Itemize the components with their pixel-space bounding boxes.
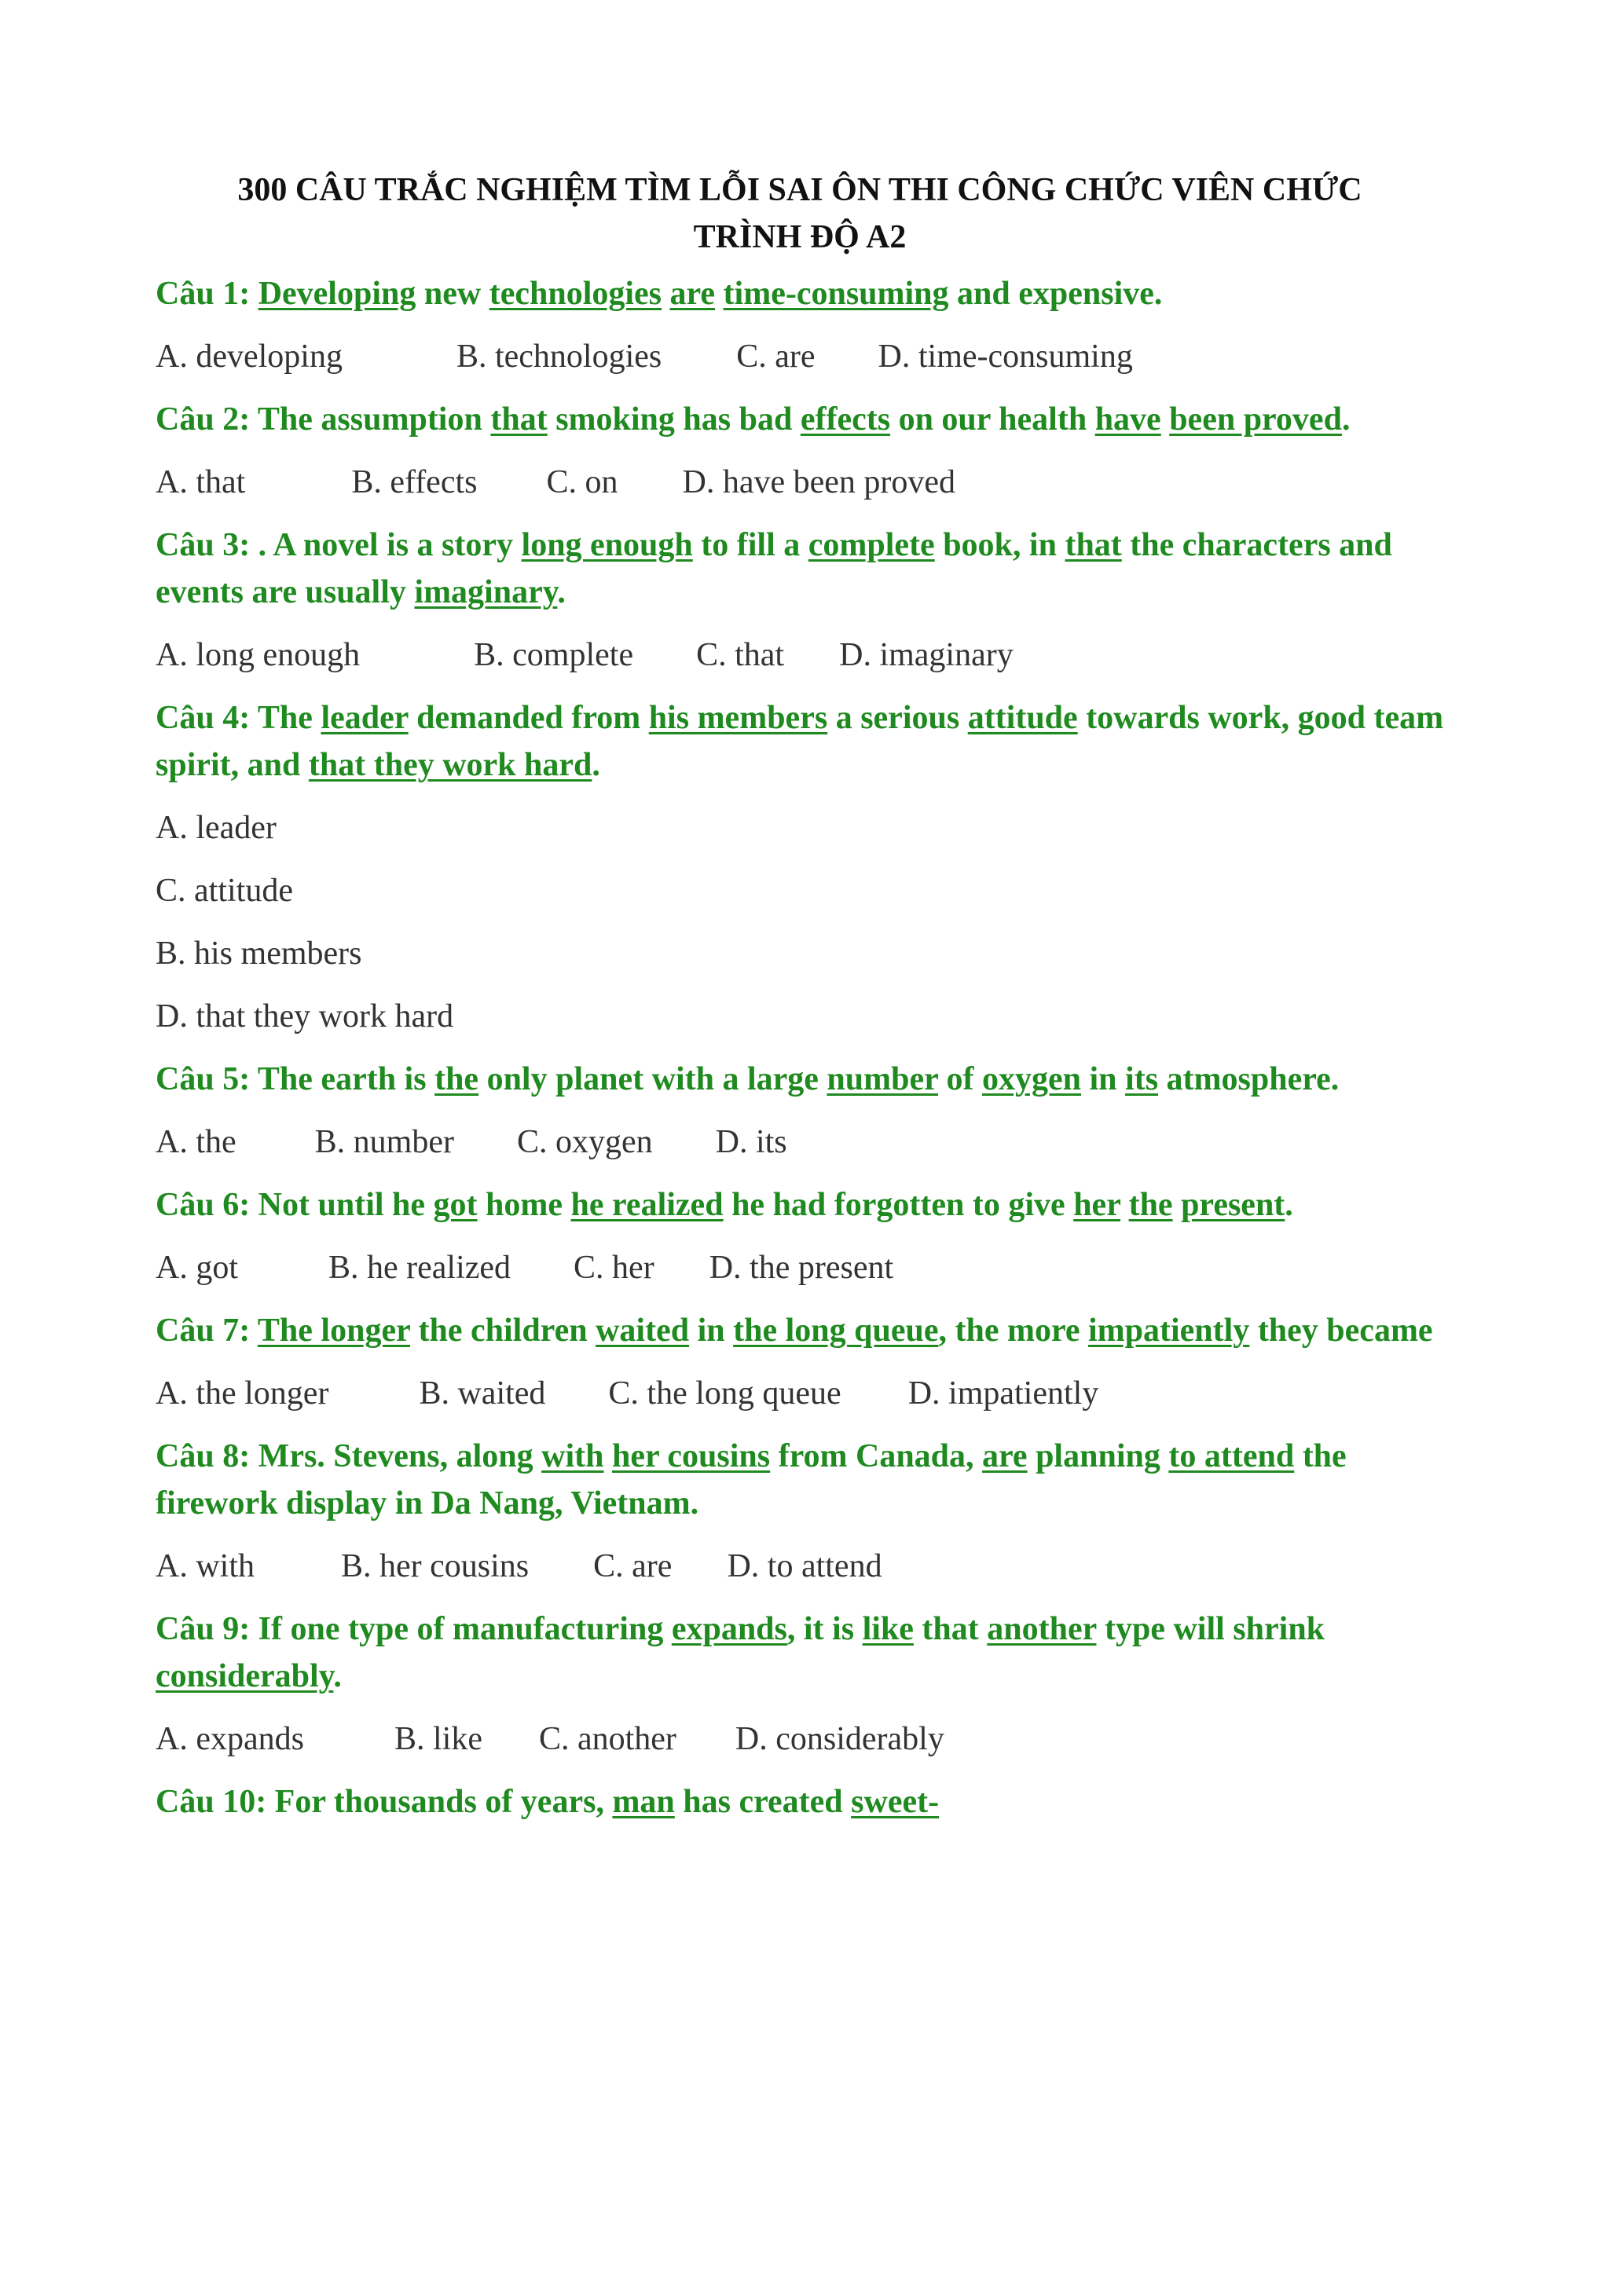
question-text-segment: smoking has bad [547,401,801,438]
option-a: A. got [156,1250,238,1286]
question-text-segment [662,276,670,312]
question-7 [156,1307,1444,1354]
question-text-segment [1173,1187,1182,1223]
underlined-segment: effects [800,401,891,438]
underlined-segment: are [669,276,716,312]
question-text-segment: home [477,1187,571,1223]
question-text-segment [1161,401,1170,438]
question-text-segment: Câu 6: Not until he [156,1187,434,1223]
option-a: A. the longer [156,1375,329,1412]
question-text-segment: Câu 8: Mrs. Stevens, along [156,1438,542,1474]
option-c: C. another [538,1721,676,1757]
question-text-segment: Câu 3: . A novel is a story [156,527,522,563]
underlined-segment: her [1073,1187,1121,1223]
question-text-segment [604,1438,613,1474]
option-c: C. are [736,339,816,375]
option-c: C. on [546,464,618,500]
underlined-segment: complete [808,527,935,563]
question-text-segment: Câu 9: If one type of manufacturing [156,1611,672,1647]
underlined-segment: got [433,1187,478,1223]
underlined-segment: that [1065,527,1122,563]
option-d: D. that they work hard [156,998,454,1034]
question-text-segment: . [333,1658,342,1694]
option-a: A. that [156,464,246,500]
question-text-segment: the children [410,1313,596,1349]
option-b: B. complete [474,637,634,673]
question-text-segment: on our health [890,401,1095,438]
option-c: C. her [574,1250,654,1286]
underlined-segment: been proved [1169,401,1342,438]
question-text-segment: planning [1027,1438,1169,1474]
question-text-segment [1120,1187,1129,1223]
question-text-segment: towards work, good team spirit, and [156,700,1444,783]
question-text-segment: they became [1249,1313,1433,1349]
option-a: A. long enough [156,637,361,673]
option-b: B. number [314,1124,454,1160]
question-8 [156,1433,1444,1527]
question-list [156,270,1444,1825]
option-b: B. her cousins [341,1548,530,1584]
question-text-segment: in [1081,1061,1126,1097]
question-text-segment: atmosphere. [1158,1061,1340,1097]
options-5 [156,1119,1444,1166]
question-6 [156,1181,1444,1229]
question-5 [156,1056,1444,1103]
option-d: D. its [715,1124,787,1160]
question-4 [156,694,1444,789]
option-a: A. developing [156,339,343,375]
underlined-segment: are [982,1438,1028,1474]
underlined-segment: his members [648,700,828,736]
underlined-segment: that they work hard [308,747,592,783]
option-d: D. imaginary [839,637,1014,673]
options-9 [156,1716,1444,1763]
underlined-segment: technologies [489,276,662,312]
option-d: D. have been proved [682,464,956,500]
option-a: A. leader [156,810,277,846]
underlined-segment: expands [671,1611,787,1647]
option-b: B. technologies [456,339,662,375]
question-text-segment: Câu 5: The earth is [156,1061,435,1097]
underlined-segment: sweet- [851,1784,940,1820]
underlined-segment: attitude [967,700,1078,736]
question-text-segment: only planet with a large [478,1061,827,1097]
option-d: D. time-consuming [878,339,1133,375]
question-text-segment: from Canada, [770,1438,983,1474]
option-b: B. like [394,1721,482,1757]
question-text-segment: that [913,1611,988,1647]
option-c: C. attitude [156,873,293,909]
underlined-segment: impatiently [1087,1313,1250,1349]
question-text-segment: , it is [786,1611,863,1647]
option-c: C. the long queue [608,1375,841,1412]
question-text-segment: Câu 2: The assumption [156,401,491,438]
question-text-segment: he had forgotten to give [723,1187,1074,1223]
question-text-segment: a serious [827,700,968,736]
question-text-segment: , the more [938,1313,1088,1349]
question-text-segment: of [938,1061,983,1097]
question-text-segment: Câu 4: The [156,700,321,736]
option-d: D. impatiently [907,1375,1099,1412]
underlined-segment: man [612,1784,675,1820]
underlined-segment: The longer [257,1313,410,1349]
underlined-segment: number [827,1061,939,1097]
underlined-segment: long enough [521,527,693,563]
question-text-segment: to fill a [692,527,808,563]
underlined-segment: that [490,401,548,438]
underlined-segment: Developing [258,276,416,312]
underlined-segment: to attend [1168,1438,1295,1474]
question-1 [156,270,1444,317]
question-text-segment: . [1341,401,1351,438]
question-text-segment: Câu 1: [156,276,258,312]
underlined-segment: waited [596,1313,690,1349]
underlined-segment: the long queue [733,1313,939,1349]
option-a: A. with [156,1548,255,1584]
underlined-segment: the [1128,1187,1173,1223]
options-1 [156,333,1444,380]
underlined-segment: another [987,1611,1097,1647]
question-text-segment [715,276,724,312]
option-c: C. that [696,637,785,673]
underlined-segment: imaginary [414,574,558,610]
question-3 [156,522,1444,616]
option-b: B. his members [156,936,362,972]
question-text-segment: . [1285,1187,1293,1223]
question-2 [156,396,1444,443]
question-text-segment: the firework display in Da Nang, Vietnam. [156,1438,1347,1522]
options-7 [156,1370,1444,1417]
question-text-segment: and expensive. [948,276,1163,312]
document-title [156,167,1444,261]
option-c: C. oxygen [516,1124,653,1160]
question-text-segment: the characters and events are usually [156,527,1392,610]
underlined-segment: time-consuming [723,276,949,312]
underlined-segment: leader [321,700,409,736]
question-text-segment: demanded from [408,700,649,736]
question-text-segment: type will shrink [1096,1611,1325,1647]
underlined-segment: the [434,1061,479,1097]
underlined-segment: considerably [156,1658,334,1694]
option-b: B. waited [419,1375,546,1412]
options-3 [156,632,1444,679]
underlined-segment: like [862,1611,914,1647]
options-4 [156,804,1444,1040]
underlined-segment: oxygen [982,1061,1082,1097]
title-line-2: TRÌNH ĐỘ A2 [693,219,907,255]
option-b: B. he realized [328,1250,511,1286]
option-c: C. are [593,1548,673,1584]
title-line-1: 300 CÂU TRẮC NGHIỆM TÌM LỖI SAI ÔN THI CÔNG CHỨC VIÊN CHỨC [237,172,1362,208]
question-10 [156,1778,1444,1825]
question-9 [156,1606,1444,1700]
question-text-segment: . [557,574,566,610]
underlined-segment: her cousins [612,1438,771,1474]
option-b: B. effects [351,464,478,500]
question-text-segment: Câu 10: For thousands of years, [156,1784,613,1820]
option-d: D. the present [709,1250,894,1286]
question-text-segment: in [689,1313,734,1349]
document-page [156,167,1444,1841]
option-d: D. to attend [727,1548,882,1584]
options-6 [156,1244,1444,1291]
question-text-segment: has created [674,1784,852,1820]
underlined-segment: its [1125,1061,1159,1097]
question-text-segment: book, in [934,527,1065,563]
options-8 [156,1543,1444,1590]
question-text-segment: new [416,276,489,312]
underlined-segment: have [1094,401,1161,438]
option-a: A. the [156,1124,236,1160]
option-d: D. considerably [735,1721,944,1757]
underlined-segment: he realized [570,1187,724,1223]
question-text-segment: Câu 7: [156,1313,258,1349]
underlined-segment: with [541,1438,604,1474]
options-2 [156,459,1444,506]
underlined-segment: present [1181,1187,1285,1223]
question-text-segment: . [592,747,600,783]
option-a: A. expands [156,1721,304,1757]
